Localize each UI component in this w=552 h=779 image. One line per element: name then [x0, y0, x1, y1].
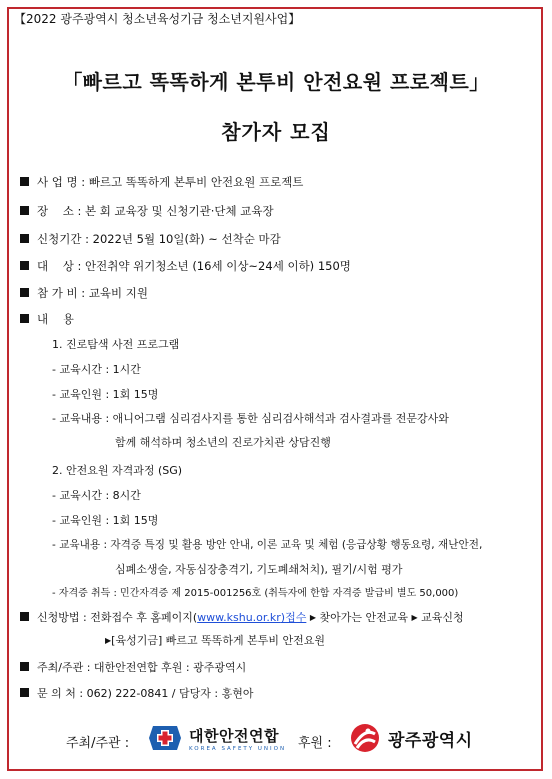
- apply-suffix[interactable]: )접수: [280, 611, 307, 624]
- gwangju-name: 광주광역시: [388, 730, 473, 751]
- program2-people: - 교육인원 : 1회 15명: [52, 514, 159, 527]
- bullet-square-icon: [20, 314, 29, 323]
- info-row-period: 신청기간 : 2022년 5월 10일(화) ~ 선착순 마감: [20, 231, 281, 247]
- program2-title: 2. 안전요원 자격과정 (SG): [52, 464, 183, 477]
- info-label: 사 업 명: [37, 175, 78, 189]
- program1-content-cont: 함께 해석하며 청소년의 진로가치관 상담진행: [115, 436, 331, 449]
- program1-people: - 교육인원 : 1회 15명: [52, 388, 159, 401]
- footer-host-label: 주최/주관 :: [66, 736, 130, 751]
- bullet-square-icon: [20, 234, 29, 243]
- program2-cert: - 자격증 취득 : 민간자격증 제 2015-001256호 (취득자에 한함 자격증 발급비 별도 50,000): [52, 588, 459, 599]
- page-title: 「빠르고 똑똑하게 본투비 안전요원 프로젝트」: [62, 70, 490, 94]
- apply-step1: 찾아가는 안전교육: [319, 611, 409, 624]
- ksu-name: 대한안전연합: [189, 726, 279, 745]
- info-row-place: 장 소 : 본 회 교육장 및 신청기관·단체 교육장: [20, 203, 274, 219]
- program1-title: 1. 진로탐색 사전 프로그램: [52, 338, 180, 351]
- ksu-english-name: KOREA SAFETY UNION: [189, 745, 287, 752]
- host-text: 주최/주관 : 대한안전연합 후원 : 광주광역시: [37, 661, 247, 674]
- bullet-square-icon: [20, 261, 29, 270]
- info-row-content: [20, 311, 74, 327]
- arrow-right-icon: ▶: [309, 613, 316, 622]
- info-row-fee: 참 가 비 : 교육비 지원: [20, 285, 148, 301]
- info-label: 참 가 비: [37, 286, 78, 300]
- program1-time: - 교육시간 : 1시간: [52, 363, 141, 376]
- apply-line2: [105, 632, 325, 648]
- info-row-host: [20, 659, 246, 675]
- info-label: 신청기간: [37, 232, 82, 246]
- info-row-apply: 신청방법 : 전화접수 후 홈페이지(www.kshu.or.kr)접수 ▶ 찾아가는 안전교육 ▶ 교육신청: [20, 609, 464, 625]
- program-header: 【2022 광주광역시 청소년육성기금 청소년지원사업】: [14, 12, 301, 26]
- bullet-square-icon: [20, 206, 29, 215]
- gwangju-logo: [348, 722, 473, 754]
- ksu-text: [189, 725, 286, 752]
- info-value: 2022년 5월 10일(화) ~ 선착순 마감: [92, 232, 281, 246]
- program2-content: - 교육내용 : 자격증 특징 및 활용 방안 안내, 이론 교육 및 체험 (응급상황 행동요령, 재난안전,: [52, 539, 483, 551]
- bullet-square-icon: [20, 288, 29, 297]
- info-value: 안전취약 위기청소년 (16세 이상~24세 이하) 150명: [85, 259, 351, 273]
- program2-content-cont: 심폐소생술, 자동심장충격기, 기도폐쇄처치), 필기/시험 평가: [115, 563, 403, 576]
- contact-text: 문 의 처 : 062) 222-0841 / 담당자 : 홍현아: [37, 687, 254, 700]
- ksu-emblem-icon: [145, 720, 185, 756]
- apply-prefix: 전화접수 후 홈페이지(: [90, 611, 198, 624]
- program2-time: - 교육시간 : 8시간: [52, 489, 141, 502]
- bullet-square-icon: [20, 177, 29, 186]
- bullet-square-icon: [20, 688, 29, 697]
- bullet-square-icon: [20, 612, 29, 621]
- info-value: 빠르고 똑똑하게 본투비 안전요원 프로젝트: [88, 175, 304, 189]
- arrow-right-icon: ▶: [105, 636, 112, 645]
- info-value: 본 회 교육장 및 신청기관·단체 교육장: [85, 204, 274, 218]
- info-label: 내 용: [37, 312, 74, 326]
- arrow-right-icon: ▶: [411, 613, 418, 622]
- apply-line2-text: [육성기금] 빠르고 똑똑하게 본투비 안전요원: [111, 634, 325, 647]
- info-label: 대 상: [37, 259, 74, 273]
- program1-content: - 교육내용 : 애니어그램 심리검사지를 통한 심리검사해석과 검사결과를 전문강사와: [52, 412, 449, 425]
- apply-step2: 교육신청: [421, 611, 464, 624]
- footer-sponsor-label: 후원 :: [298, 736, 332, 751]
- info-label: 장 소: [37, 204, 74, 218]
- info-row-project: 사 업 명 : 빠르고 똑똑하게 본투비 안전요원 프로젝트: [20, 174, 303, 190]
- info-row-contact: [20, 685, 253, 701]
- gwangju-emblem-icon: [348, 722, 382, 754]
- ksu-logo: [145, 720, 286, 756]
- homepage-link[interactable]: www.kshu.or.kr: [197, 611, 281, 624]
- info-row-target: 대 상 : 안전취약 위기청소년 (16세 이상~24세 이하) 150명: [20, 258, 351, 274]
- info-value: 교육비 지원: [88, 286, 149, 300]
- bullet-square-icon: [20, 662, 29, 671]
- info-label: 신청방법: [37, 611, 80, 624]
- page-subtitle: 참가자 모집: [221, 120, 331, 144]
